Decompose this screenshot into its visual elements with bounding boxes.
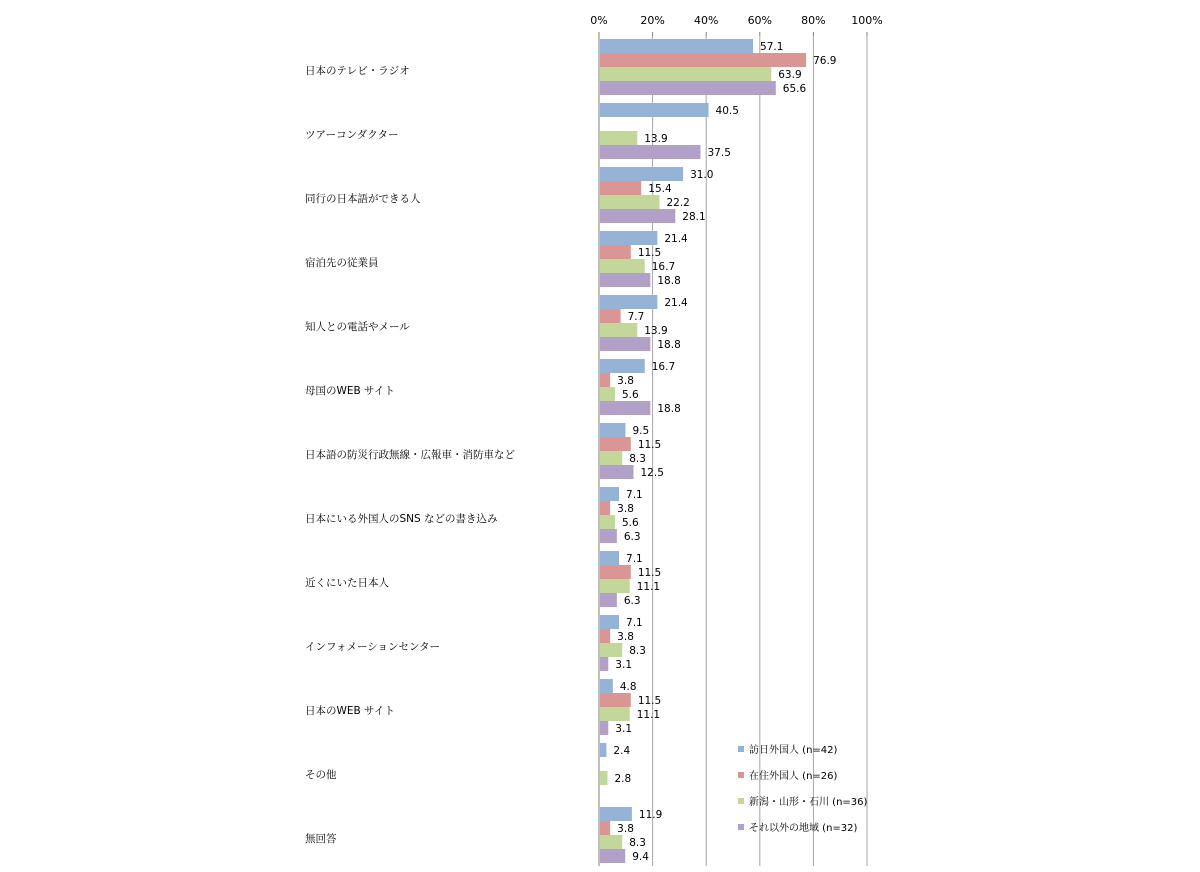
data-label: 63.9 <box>778 69 802 81</box>
category-label: 日本のテレビ・ラジオ <box>305 65 410 77</box>
data-label: 12.5 <box>640 467 664 479</box>
data-labels <box>613 41 836 863</box>
legend-label: それ以外の地域 (n=32) <box>749 823 858 834</box>
category-label: 無回答 <box>305 833 337 845</box>
data-label: 13.9 <box>644 133 668 145</box>
bar <box>600 231 657 245</box>
data-label: 11.5 <box>637 439 662 451</box>
bar <box>600 145 701 159</box>
data-label: 2.4 <box>613 745 631 757</box>
category-label: 日本のWEB サイト <box>305 705 395 717</box>
category-label: 母国のWEB サイト <box>305 385 395 397</box>
data-label: 5.6 <box>622 389 639 401</box>
bar <box>600 551 619 565</box>
bar <box>600 295 657 309</box>
bar <box>600 167 683 181</box>
bar <box>600 323 637 337</box>
data-label: 6.3 <box>623 531 641 543</box>
data-label: 5.6 <box>622 517 639 529</box>
x-tick-label: 60% <box>747 14 773 27</box>
data-label: 11.5 <box>637 695 662 707</box>
data-label: 8.3 <box>629 645 646 657</box>
data-label: 7.1 <box>626 489 643 501</box>
data-label: 3.1 <box>615 723 633 735</box>
bar <box>600 103 709 117</box>
category-label: 日本にいる外国人のSNS などの書き込み <box>305 513 498 525</box>
data-label: 9.5 <box>632 425 650 437</box>
data-label: 3.8 <box>617 631 634 643</box>
x-tick-label: 20% <box>640 14 665 27</box>
category-label: ツアーコンダクター <box>305 129 399 141</box>
bar <box>600 131 637 145</box>
bar <box>600 707 630 721</box>
data-label: 13.9 <box>644 325 668 337</box>
bar <box>600 259 645 273</box>
data-label: 4.8 <box>619 681 637 693</box>
category-labels <box>305 64 515 845</box>
category-label: 近くにいた日本人 <box>305 577 389 589</box>
bar <box>600 373 610 387</box>
bar <box>600 615 619 629</box>
data-label: 11.1 <box>636 709 661 721</box>
data-label: 18.8 <box>657 275 681 287</box>
bar <box>600 849 625 863</box>
bar <box>600 529 617 543</box>
bar <box>600 273 650 287</box>
data-label: 11.5 <box>637 247 662 259</box>
data-label: 11.9 <box>638 809 663 821</box>
legend-swatch <box>738 798 744 804</box>
category-label: 宿泊先の従業員 <box>305 257 379 269</box>
data-label: 31.0 <box>690 169 714 181</box>
data-label: 65.6 <box>782 83 807 95</box>
bar <box>600 423 625 437</box>
category-label: 知人との電話やメール <box>305 321 410 333</box>
bar <box>600 501 610 515</box>
legend-swatch <box>738 824 744 830</box>
data-label: 15.4 <box>648 183 672 195</box>
data-label: 8.3 <box>629 837 646 849</box>
bar <box>600 771 608 785</box>
x-tick-label: 100% <box>851 14 883 27</box>
data-label: 21.4 <box>664 233 688 245</box>
x-tick-label: 80% <box>801 14 826 27</box>
bar <box>600 387 615 401</box>
data-label: 57.1 <box>760 41 784 53</box>
bar <box>600 451 622 465</box>
data-label: 22.2 <box>666 197 690 209</box>
category-label: 日本語の防災行政無線・広報車・消防車など <box>305 449 515 461</box>
bar <box>600 721 608 735</box>
bar <box>600 209 675 223</box>
data-label: 9.4 <box>632 851 649 863</box>
data-label: 3.1 <box>615 659 633 671</box>
data-label: 3.8 <box>617 375 634 387</box>
data-label: 7.7 <box>627 311 645 323</box>
data-label: 3.8 <box>617 823 634 835</box>
category-label: その他 <box>305 769 337 781</box>
legend-label: 訪日外国人 (n=42) <box>749 745 838 756</box>
x-tick-label: 0% <box>590 14 608 27</box>
bar <box>600 81 776 95</box>
data-label: 16.7 <box>651 261 676 273</box>
data-label: 2.8 <box>614 773 632 785</box>
data-label: 18.8 <box>657 403 681 415</box>
bar <box>600 643 622 657</box>
bar <box>600 593 617 607</box>
data-label: 21.4 <box>664 297 688 309</box>
gridlines <box>599 36 867 866</box>
bars <box>600 39 806 863</box>
bar <box>600 487 619 501</box>
bar <box>600 693 631 707</box>
legend-label: 在住外国人 (n=26) <box>749 771 838 782</box>
data-label: 8.3 <box>629 453 646 465</box>
bar <box>600 67 771 81</box>
bar <box>600 835 622 849</box>
bar <box>600 629 610 643</box>
data-label: 7.1 <box>626 553 643 565</box>
data-label: 28.1 <box>682 211 706 223</box>
data-label: 11.5 <box>637 567 662 579</box>
bar <box>600 515 615 529</box>
bar <box>600 359 645 373</box>
data-label: 3.8 <box>617 503 634 515</box>
legend-swatch <box>738 746 744 752</box>
x-axis-ticks <box>590 14 882 36</box>
category-label: 同行の日本語ができる人 <box>305 193 421 205</box>
x-tick-label: 40% <box>693 14 719 27</box>
data-label: 37.5 <box>707 147 731 159</box>
bar <box>600 579 630 593</box>
legend-label: 新潟・山形・石川 (n=36) <box>749 797 868 808</box>
bar <box>600 309 621 323</box>
bar <box>600 565 631 579</box>
bar <box>600 465 634 479</box>
bar <box>600 657 608 671</box>
bar <box>600 39 753 53</box>
bar <box>600 401 650 415</box>
bar <box>600 195 659 209</box>
bar <box>600 807 632 821</box>
bar <box>600 821 610 835</box>
data-label: 76.9 <box>813 55 837 67</box>
data-label: 6.3 <box>623 595 641 607</box>
bar <box>600 337 650 351</box>
legend <box>738 743 868 834</box>
bar <box>600 245 631 259</box>
data-label: 16.7 <box>651 361 676 373</box>
bar <box>600 53 806 67</box>
category-label: インフォメーションセンター <box>305 641 441 653</box>
bar <box>600 743 606 757</box>
bar <box>600 679 613 693</box>
data-label: 11.1 <box>636 581 661 593</box>
bar <box>600 181 641 195</box>
data-label: 7.1 <box>626 617 643 629</box>
bar <box>600 437 631 451</box>
data-label: 40.5 <box>715 105 739 117</box>
data-label: 18.8 <box>657 339 681 351</box>
legend-swatch <box>738 772 744 778</box>
